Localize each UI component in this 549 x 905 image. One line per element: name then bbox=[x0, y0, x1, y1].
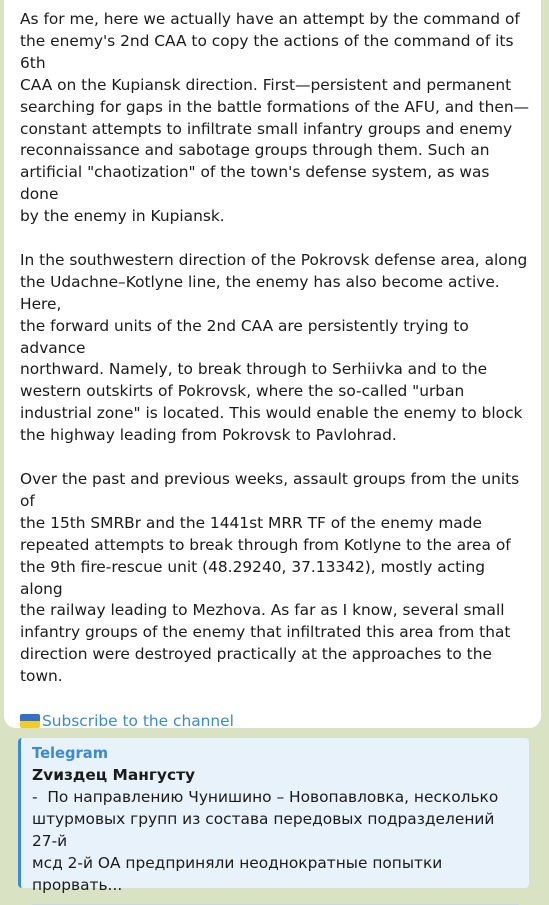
message-paragraph: In the southwestern direction of the Pokrovsk defense area, along the Udachne–Kotlyne line, the enemy has also become active. Here, the forward units of the 2nd CAA are persistently trying to advance northward. Namely, to break through to Serhiivka and to the western outskirts of Pokrovsk, where the so-called "urban industrial zone" is located. This would enable the enemy to block the highway leading from Pokrovsk to Pavlohrad. bbox=[20, 250, 528, 445]
message-paragraph: As for me, here we actually have an attempt by the command of the enemy's 2nd CAA to copy the actions of the command of its 6th CAA on the Kupiansk direction. First—persistent and permanent searching for gaps in the battle formations of the AFU, and then— constant attempts to infiltrate small infantry groups and enemy reconnaissance and sabotage groups through them. Such an artificial "chaotization" of the town's defense system, as was done by the enemy in Kupiansk. bbox=[20, 10, 529, 226]
forward-source: Telegram bbox=[32, 744, 108, 762]
ukraine-flag-icon bbox=[20, 714, 40, 728]
forwarded-message-preview[interactable] bbox=[18, 738, 529, 894]
subscribe-link-text[interactable]: Subscribe to the channel bbox=[42, 711, 234, 730]
subscribe-link[interactable] bbox=[20, 710, 529, 732]
message-paragraph: Over the past and previous weeks, assault groups from the units of the 15th SMRBr and the 1441st MRR TF of the enemy made repeated attempts to break through from Kotlyne to the area of the 9th fire-rescue unit (48.29240, 37.13342), mostly acting along the railway leading to Mezhova. As far as I know, several small infantry groups of the enemy that infiltrated this area from that direction were destroyed practically at the approaches to the town. bbox=[20, 470, 520, 686]
forward-text: - По направлению Чунишино – Новопавловка, несколько штурмовых групп из состава передовых подразделений 27-й мсд 2-й ОА предприняли неоднократные попытки прорвать... bbox=[32, 787, 499, 894]
forward-title: Zvиздец Мангусту bbox=[32, 765, 196, 784]
message-bubble bbox=[4, 0, 541, 894]
